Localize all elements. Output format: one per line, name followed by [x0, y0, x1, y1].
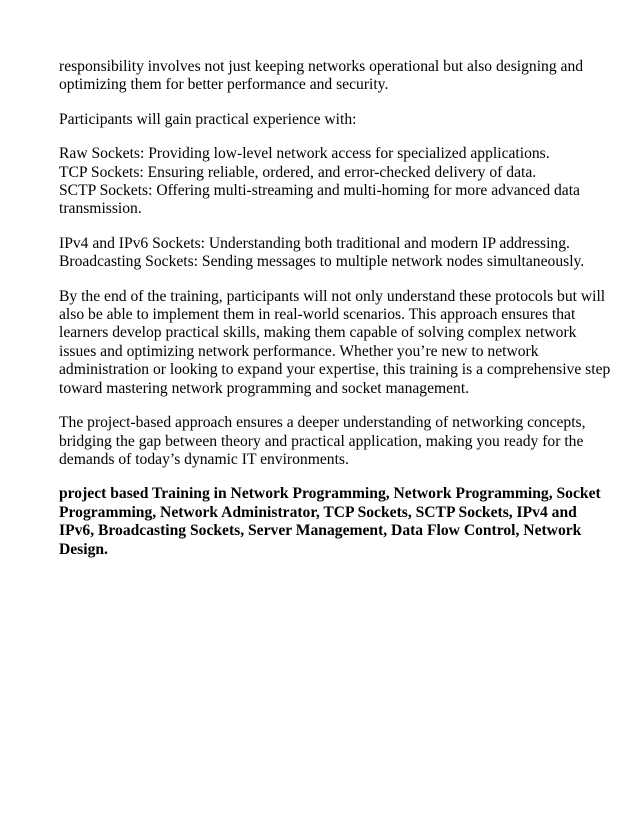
text-line: TCP Sockets: Ensuring reliable, ordered, and error-checked delivery of data.: [59, 163, 537, 181]
paragraph-intro: [59, 111, 584, 129]
paragraph-ip-sockets: [59, 235, 584, 272]
text-line: IPv6, Broadcasting Sockets, Server Management, Data Flow Control, Network: [59, 522, 582, 540]
text-line: The project-based approach ensures a deeper understanding of networking concepts,: [59, 414, 586, 432]
text-line: toward mastering network programming and socket management.: [59, 379, 470, 397]
paragraph-keywords: [59, 485, 601, 559]
paragraph-responsibility: [59, 58, 584, 95]
text-line: responsibility involves not just keeping networks operational but also designing and: [59, 58, 584, 75]
text-line: Participants will gain practical experience with:: [59, 110, 357, 128]
text-line: also be able to implement them in real-world scenarios. This approach ensures that: [59, 306, 576, 324]
text-line: optimizing them for better performance and security.: [59, 76, 389, 94]
text-line: Raw Sockets: Providing low-level network access for specialized applications.: [59, 145, 550, 163]
text-line: issues and optimizing network performance. Whether you’re new to network: [59, 342, 539, 360]
text-line: transmission.: [59, 200, 142, 218]
text-line: demands of today’s dynamic IT environments.: [59, 450, 349, 468]
text-line: bridging the gap between theory and practical application, making you ready for the: [59, 432, 584, 450]
paragraph-approach: [59, 414, 584, 469]
text-line: Programming, Network Administrator, TCP Sockets, SCTP Sockets, IPv4 and: [59, 503, 577, 521]
text-line: IPv4 and IPv6 Sockets: Understanding both traditional and modern IP addressing.: [59, 234, 570, 252]
paragraph-outcome: [59, 287, 611, 398]
text-line: Design.: [59, 540, 108, 558]
text-line: project based Training in Network Programming, Network Programming, Socket: [59, 485, 601, 503]
text-line: administration or looking to expand your expertise, this training is a comprehensive step: [59, 361, 611, 379]
text-line: Broadcasting Sockets: Sending messages to multiple network nodes simultaneously.: [59, 253, 585, 271]
text-line: SCTP Sockets: Offering multi-streaming and multi-homing for more advanced data: [59, 182, 580, 200]
document-page: [59, 58, 611, 575]
paragraph-socket-types: [59, 145, 584, 219]
text-line: learners develop practical skills, making them capable of solving complex network: [59, 324, 577, 342]
text-line: By the end of the training, participants will not only understand these protocols but will: [59, 287, 606, 305]
